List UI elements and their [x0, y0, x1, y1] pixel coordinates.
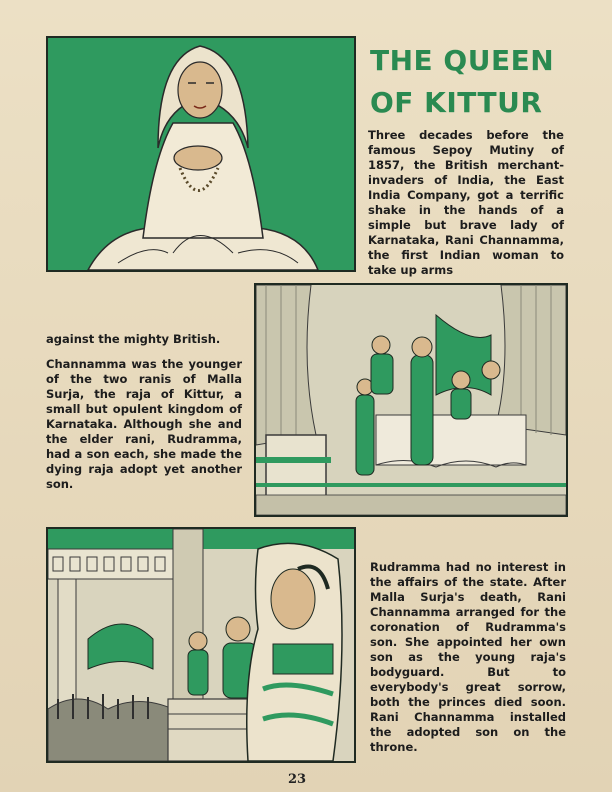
- illustration-panel-coronation: [46, 527, 356, 763]
- third-paragraph: Rudramma had no interest in the affairs of the state. After Malla Surja's death, Rani Channamma arranged for the coronation of Rudramma's son. She appointed her own son as the young raja's bodyguard. But to everybody's great sorrow, both the princes died soon. Rani Channamma installed the adopted son on the throne.: [370, 560, 566, 754]
- title-line-2: OF KITTUR: [370, 86, 543, 119]
- royal-court-illustration: [256, 285, 566, 515]
- coronation-illustration: [48, 529, 354, 761]
- intro-paragraph: Three decades before the famous Sepoy Mutiny of 1857, the British merchant-invaders of India, the East India Company, got a terrific shake in the hands of a simple but brave lady of Karnataka, Rani Channamma, the first Indian woman to take up arms: [368, 128, 564, 277]
- page-number: 23: [288, 772, 307, 787]
- second-paragraph: Channamma was the younger of the two ranis of Malla Surja, the raja of Kittur, a small but opulent kingdom of Karnataka. Although she and the elder rani, Rudramma, had a son each, she made the dying raja adopt yet another son.: [46, 357, 242, 491]
- title-line-1: THE QUEEN: [370, 44, 555, 77]
- story-title: [370, 40, 580, 124]
- illustration-panel-queen-seated: [46, 36, 356, 272]
- intro-continued: against the mighty British.: [46, 332, 221, 346]
- queen-seated-illustration: [48, 38, 354, 270]
- illustration-panel-royal-court: [254, 283, 568, 517]
